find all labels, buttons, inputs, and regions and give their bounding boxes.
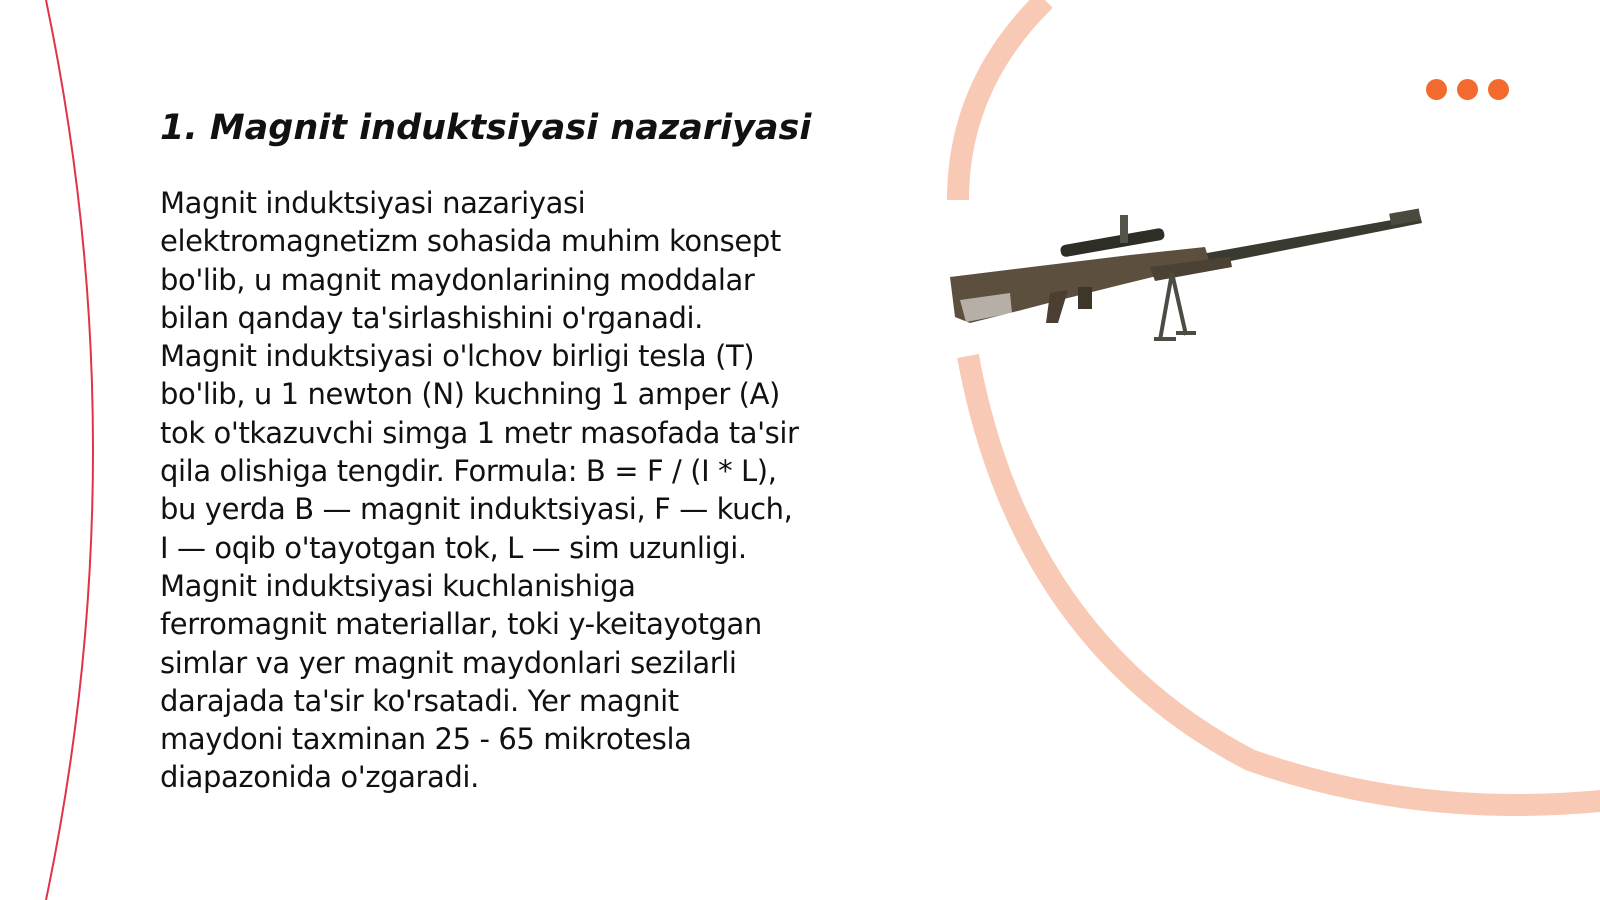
body-line: maydoni taxminan 25 - 65 mikrotesla	[160, 722, 692, 757]
dot-icon	[1457, 79, 1478, 100]
body-line: Magnit induktsiyasi kuchlanishiga	[160, 568, 636, 603]
body-line: qila olishiga tengdir. Formula: B = F / (I * L),	[160, 454, 777, 489]
decorative-dots	[1426, 79, 1509, 100]
peach-ring-arc-bottom	[968, 356, 1600, 805]
body-line: diapazonida o'zgaradi.	[160, 760, 479, 795]
body-line: bo'lib, u 1 newton (N) kuchning 1 amper (A)	[160, 377, 780, 412]
rifle-image	[950, 205, 1450, 355]
left-curve-line	[46, 0, 93, 900]
body-line: tok o'tkazuvchi simga 1 metr masofada ta'sir	[160, 415, 799, 450]
body-line: Magnit induktsiyasi nazariyasi	[160, 186, 586, 220]
dot-icon	[1426, 79, 1447, 100]
body-line: Magnit induktsiyasi o'lchov birligi tesla (T)	[160, 339, 755, 374]
slide-body-text	[160, 184, 850, 797]
body-line: simlar va yer magnit maydonlari sezilarli	[160, 645, 737, 680]
dot-icon	[1488, 79, 1509, 100]
body-line: I — oqib o'tayotgan tok, L — sim uzunligi.	[160, 530, 747, 565]
body-line: bilan qanday ta'sirlashishini o'rganadi.	[160, 300, 703, 335]
peach-ring-arc-top	[958, 0, 1045, 200]
body-line: bu yerda B — magnit induktsiyasi, F — kuch,	[160, 492, 793, 527]
slide-title: 1. Magnit induktsiyasi nazariyasi	[160, 108, 812, 148]
body-line: darajada ta'sir ko'rsatadi. Yer magnit	[160, 683, 679, 718]
body-line: elektromagnetizm sohasida muhim konsept	[160, 224, 781, 259]
body-line: ferromagnit materiallar, toki y-keitayotgan	[160, 607, 762, 642]
body-line: bo'lib, u magnit maydonlarining moddalar	[160, 262, 755, 297]
